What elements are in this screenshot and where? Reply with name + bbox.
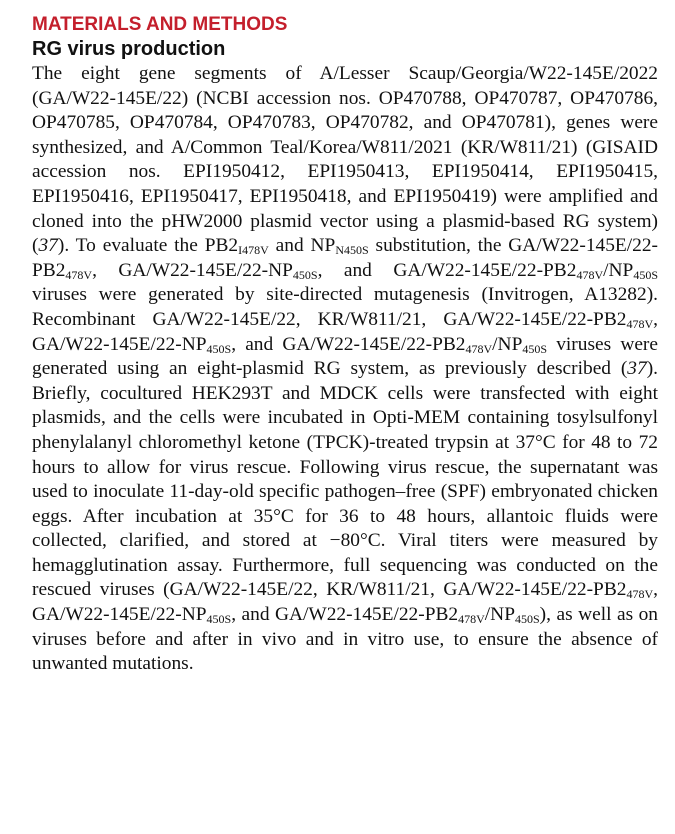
subscript-text: 478V [65, 267, 93, 282]
paragraph-text-run: The eight gene segments of A/Lesser Scaup/Georgia/W22-145E/2022 (GA/W22-145E/22) (NCBI accession nos. OP470788, OP470787, OP470786, OP470785, OP470784, OP470783, OP470782, and OP470781), genes were synthesized, and A/Common Teal/Korea/W811/2021 (KR/W811/21) (GISAID accession nos. EPI1950412, EPI1950413, EPI1950414, EPI1950415, EPI1950416, EPI1950417, EPI1950418, and EPI1950419) were amplified and cloned into the pHW2000 plasmid vector using a plasmid-based RG system) ( [32, 63, 658, 257]
paragraph-text-run: ). To evaluate the PB2 [57, 235, 239, 257]
paragraph-text-run: /NP [484, 604, 515, 626]
subscript-text: 478V [458, 612, 485, 627]
paragraph-text-run: , GA/W22-145E/22-NP [32, 579, 658, 626]
paragraph-text-run: , GA/W22-145E/22-NP [92, 259, 293, 281]
subscript-text: 450S [514, 612, 540, 627]
paragraph-text-run: and NP [268, 235, 336, 257]
citation-reference: 37 [627, 358, 647, 380]
body-paragraph [32, 62, 658, 677]
paragraph-text-run: , and GA/W22-145E/22-PB2 [231, 604, 459, 626]
paragraph-text-run: ), as well as on viruses before and after in vivo and in vitro use, to ensure the absence of unwanted mutations. [32, 604, 658, 675]
subscript-text: 478V [576, 267, 604, 282]
paragraph-text-run: ). Briefly, cocultured HEK293T and MDCK cells were transfected with eight plasmids, and the cells were incubated in Opti-MEM containing tosylsulfonyl phenylalanyl chloromethyl ketone (TPCK)-treated trypsin at 37°C for 48 to 72 hours to allow for virus rescue. Following virus rescue, the supernatant was used to inoculate 11-day-old specific pathogen–free (SPF) embryonated chicken eggs. After incubation at 35°C for 36 to 48 hours, allantoic fluids were collected, clarified, and stored at −80°C. Viral titers were measured by hemagglutination assay. Furthermore, full sequencing was conducted on the rescued viruses (GA/W22-145E/22, KR/W811/21, GA/W22-145E/22-PB2 [32, 358, 658, 601]
subscript-text: 450S [206, 612, 232, 627]
subscript-text: 450S [633, 267, 658, 282]
subscript-text: 478V [626, 587, 654, 602]
subsection-heading: RG virus production [32, 38, 226, 60]
subscript-text: 450S [206, 341, 232, 356]
subscript-text: N450S [335, 243, 369, 258]
paragraph-text-run: /NP [603, 259, 634, 281]
paragraph-text-run: substitution, the GA/W22-145E/22-PB2 [32, 235, 659, 281]
paragraph-text-run: /NP [492, 333, 523, 355]
citation-reference: 37 [38, 235, 58, 257]
subscript-text: 450S [522, 341, 548, 356]
subscript-text: 450S [292, 267, 318, 282]
paragraph-text-run: viruses were generated using an eight-plasmid RG system, as previously described ( [32, 333, 658, 380]
paragraph-text-run: , and GA/W22-145E/22-PB2 [231, 333, 466, 355]
article-page [32, 14, 658, 677]
section-heading: MATERIALS AND METHODS [32, 14, 288, 35]
subscript-text: 478V [626, 316, 654, 331]
subscript-text: I478V [238, 243, 269, 258]
subscript-text: 478V [465, 341, 493, 356]
paragraph-text-run: , and GA/W22-145E/22-PB2 [317, 259, 577, 281]
paragraph-text-run: , GA/W22-145E/22-NP [32, 308, 658, 355]
paragraph-text-run: viruses were generated by site-directed mutagenesis (Invitrogen, A13282). Recombinant GA/W22-145E/22, KR/W811/21, GA/W22-145E/22-PB2 [32, 284, 658, 330]
